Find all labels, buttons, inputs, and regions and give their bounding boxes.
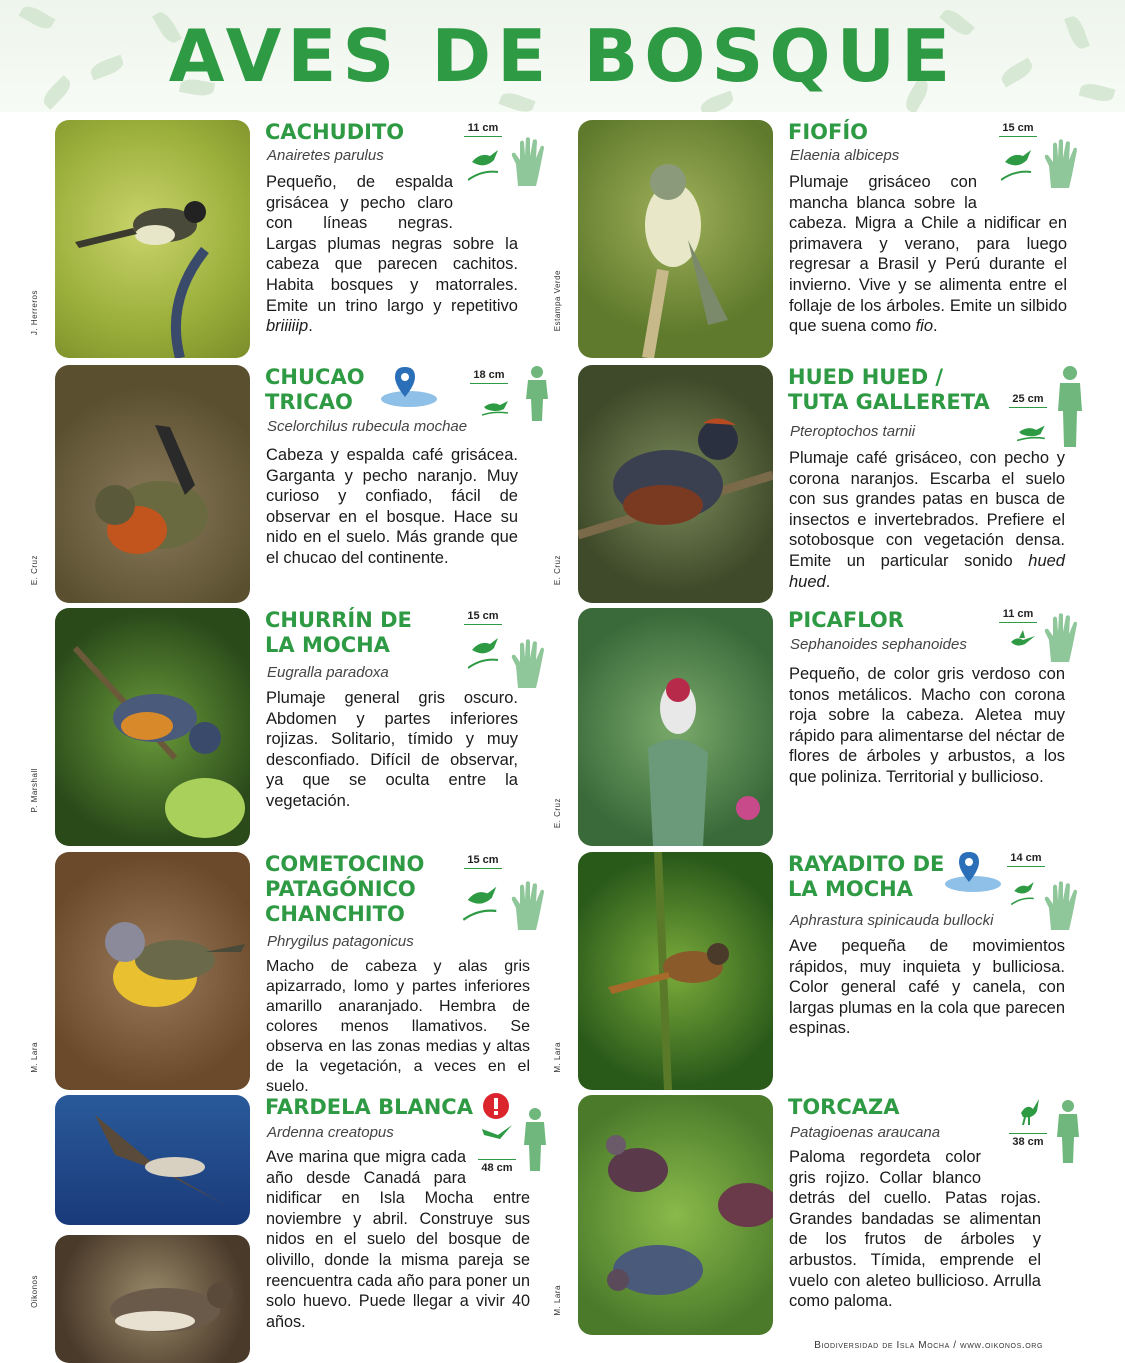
bird-description: Plumaje grisáceo con mancha blanca sobre la cabeza. Migra a Chile a nidificar en primavera y verano, para luego regresar a Brasil y Perú durante el invierno. Vive y se alimenta entre el follaje de los árboles. Emite un silbido que suena como fio. [789, 173, 1067, 336]
small-bird-icon [1017, 421, 1049, 443]
bird-photo [578, 852, 773, 1090]
seabird-icon [482, 1125, 514, 1143]
scientific-name: Ardenna creatopus [267, 1124, 394, 1141]
size-label: 48 cm [478, 1159, 516, 1176]
bird-name: COMETOCINO PATAGÓNICO CHANCHITO [265, 852, 425, 926]
size-label: 11 cm [464, 122, 502, 137]
header-banner [0, 0, 1125, 112]
location-pin-icon [939, 852, 1003, 894]
photo-credit: E. Cruz [553, 555, 562, 586]
bird-photo [55, 120, 250, 358]
bird-photo-nest [55, 1235, 250, 1363]
bird-photo [55, 365, 250, 603]
hand-size-icon [1041, 880, 1085, 932]
bird-description: Macho de cabeza y alas gris apizarrado, lomo y partes inferiores amarillo anaranjado. Hembra de colores menos llamativos. Se observa en las zonas medias y altas de la vegetación, a veces en el suelo. [266, 958, 530, 1095]
bird-description: Pequeño, de espalda grisácea y pecho claro con líneas negras. Largas plumas negras sobre la cabeza que parecen cachitos. Habita bosques y matorrales. Emite un trino largo y repetitivo briiiiip. [266, 173, 518, 336]
photo-credit: J. Herreros [30, 290, 39, 336]
bird-description: Ave marina que migra cada año desde Canadá para nidificar en Isla Mocha entre noviembre y abril. Construye sus nidos en el suelo del bosque de olivillo, donde la misma pareja se reencuentra cada año para poner un solo huevo. Puede llegar a vivir 40 años. [266, 1148, 530, 1331]
bird-card-churrin [30, 608, 570, 848]
photo-credit: Oikonos [30, 1275, 39, 1308]
size-label: 14 cm [1007, 852, 1045, 867]
bird-photo-flying [55, 1095, 250, 1225]
small-bird-icon [482, 397, 512, 417]
bird-card-fardela-blanca [30, 1095, 570, 1335]
bird-photo [578, 120, 773, 358]
bird-photo [578, 608, 773, 846]
size-label: 25 cm [1009, 393, 1047, 408]
scientific-name: Pteroptochos tarnii [790, 423, 916, 440]
person-size-icon [1053, 1099, 1083, 1163]
photo-credit: M. Lara [553, 1042, 562, 1073]
photo-credit: M. Lara [553, 1285, 562, 1316]
person-size-icon [1055, 365, 1085, 447]
hummingbird-icon [1009, 630, 1037, 652]
photo-credit: Estampa Verde [553, 270, 562, 332]
bird-photo [578, 1095, 773, 1335]
photo-credit: M. Lara [30, 1042, 39, 1073]
bird-card-cometocino [30, 852, 570, 1095]
hand-size-icon [508, 638, 552, 690]
photo-credit: E. Cruz [553, 798, 562, 829]
bird-name: CHUCAO TRICAO [265, 365, 365, 414]
size-label: 18 cm [470, 369, 508, 384]
bird-description: Plumaje café grisáceo, con pecho y corona naranjos. Escarba el suelo con sus grandes patas en busca de insectos e invertebrados. Prefiere el sotobosque con vegetación densa. Emite un particular sonido hued hued. [789, 449, 1065, 591]
bird-description: Pequeño, de color gris verdoso con tonos metálicos. Macho con corona roja sobre la cabeza. Aletea muy rápido para alimentarse del néctar de flores de árboles y arbustos, a los que poliniza. Territorial y bullicioso. [789, 665, 1065, 786]
small-bird-icon [462, 878, 502, 922]
bird-photo [55, 608, 250, 846]
scientific-name: Phrygilus patagonicus [267, 933, 414, 950]
size-label: 15 cm [464, 854, 502, 869]
bird-photo [55, 852, 250, 1090]
bird-card-rayadito [553, 852, 1093, 1092]
photo-credit: P. Marshall [30, 768, 39, 813]
bird-name: CHURRÍN DE LA MOCHA [265, 608, 412, 657]
location-pin-icon [375, 367, 439, 409]
bird-card-torcaza [553, 1095, 1093, 1335]
pigeon-icon [1017, 1099, 1045, 1125]
hand-size-icon [508, 880, 552, 932]
bird-name: FIOFÍO [788, 120, 869, 144]
bird-description: Ave pequeña de movimientos rápidos, muy inquieta y bulliciosa. Color general café y canela, con largas plumas en la cola que parecen espinas. [789, 937, 1065, 1038]
size-label: 15 cm [999, 122, 1037, 137]
size-label: 11 cm [999, 608, 1037, 623]
small-bird-icon [468, 630, 502, 670]
bird-card-picaflor [553, 608, 1093, 848]
bird-name: CACHUDITO [265, 120, 405, 144]
bird-description: Paloma regordeta color gris rojizo. Collar blanco detrás del cuello. Patas rojas. Grandes bandadas se alimentan de los frutos de árboles y arbustos. Tímida, emprende el vuelo con aleteo bullicioso. Arrulla como paloma. [789, 1148, 1041, 1311]
bird-description: Plumaje general gris oscuro. Abdomen y partes inferiores rojizas. Solitario, tímido y muy desconfiado. Difícil de observar, ya que se oculta entre la vegetación. [266, 689, 518, 810]
bird-card-chucao [30, 365, 570, 605]
scientific-name: Elaenia albiceps [790, 147, 900, 164]
bird-card-cachudito [30, 120, 570, 360]
bird-photo [578, 365, 773, 603]
person-size-icon [522, 365, 552, 421]
bird-card-fiofio [553, 120, 1093, 360]
bird-name: RAYADITO DE LA MOCHA [788, 852, 945, 901]
bird-description: Cabeza y espalda café grisácea. Garganta y pecho naranjo. Muy curioso y confiado, fácil de observar en el bosque. Hace su nido en el suelo. Más grande que el chucao del continente. [266, 446, 518, 567]
page-title: AVES DE BOSQUE [168, 14, 957, 98]
scientific-name: Eugralla paradoxa [267, 664, 389, 681]
bird-name: TORCAZA [788, 1095, 900, 1119]
hand-size-icon [1041, 612, 1085, 664]
bird-name: FARDELA BLANCA [265, 1095, 473, 1119]
photo-credit: E. Cruz [30, 555, 39, 586]
bird-card-hued-hued [553, 365, 1093, 605]
bird-name: HUED HUED / TUTA GALLERETA [788, 365, 990, 414]
scientific-name: Anairetes parulus [267, 147, 384, 164]
footer-credit: Biodiversidad de Isla Mocha / www.oikonos.org [814, 1340, 1043, 1351]
size-label: 38 cm [1009, 1133, 1047, 1150]
scientific-name: Aphrastura spinicauda bullocki [790, 912, 994, 929]
scientific-name: Patagioenas araucana [790, 1124, 941, 1141]
scientific-name: Sephanoides sephanoides [790, 636, 967, 653]
scientific-name: Scelorchilus rubecula mochae [267, 418, 468, 435]
bird-name: PICAFLOR [788, 608, 904, 632]
small-bird-icon [1007, 876, 1041, 906]
size-label: 15 cm [464, 610, 502, 625]
alert-icon [482, 1092, 510, 1120]
